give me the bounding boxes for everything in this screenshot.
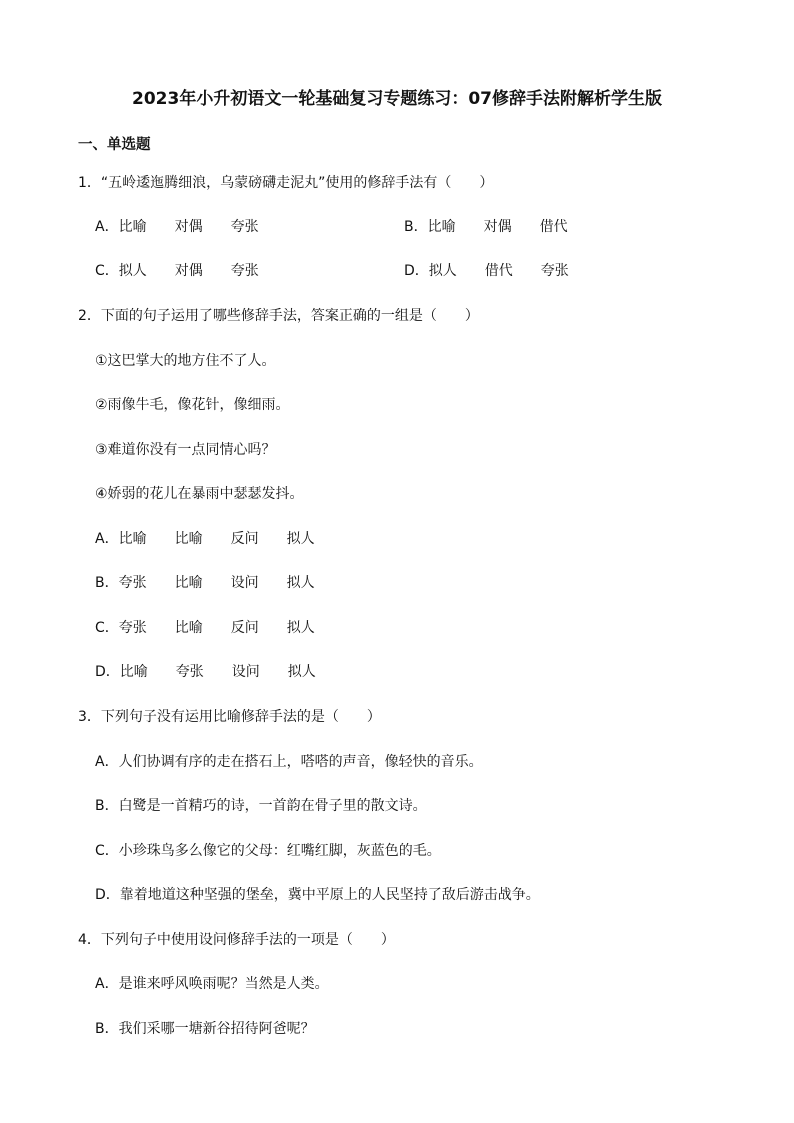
question-1-option-c: C．拟人 对偶 夸张	[95, 263, 259, 279]
question-2-option-c: C．夸张 比喻 反问 拟人	[95, 620, 315, 636]
question-2-option-d: D．比喻 夸张 设问 拟人	[95, 664, 316, 680]
section-heading: 一、单选题	[78, 137, 151, 153]
question-1-option-d: D．拟人 借代 夸张	[404, 263, 569, 279]
question-2-stem: 2．下面的句子运用了哪些修辞手法，答案正确的一组是（ ）	[78, 308, 479, 324]
page-title: 2023年小升初语文一轮基础复习专题练习：07修辞手法附解析学生版	[132, 89, 662, 109]
question-2-sentence-4: ④娇弱的花儿在暴雨中瑟瑟发抖。	[95, 486, 304, 502]
question-3-option-c: C．小珍珠鸟多么像它的父母：红嘴红脚，灰蓝色的毛。	[95, 843, 441, 859]
question-1-stem: 1．“五岭逶迤腾细浪，乌蒙磅礴走泥丸”使用的修辞手法有（ ）	[78, 175, 494, 191]
question-1-option-b: B．比喻 对偶 借代	[404, 219, 568, 235]
question-1-option-a: A．比喻 对偶 夸张	[95, 219, 259, 235]
question-4-stem: 4．下列句子中使用设问修辞手法的一项是（ ）	[78, 932, 395, 948]
question-2-sentence-3: ③难道你没有一点同情心吗？	[95, 442, 276, 458]
question-3-option-b: B．白鹭是一首精巧的诗，一首韵在骨子里的散文诗。	[95, 798, 427, 814]
question-2-option-b: B．夸张 比喻 设问 拟人	[95, 575, 315, 591]
question-4-option-b: B．我们采哪一塘新谷招待阿爸呢？	[95, 1021, 315, 1037]
question-4-option-a: A．是谁来呼风唤雨呢？当然是人类。	[95, 976, 329, 992]
question-3-stem: 3．下列句子没有运用比喻修辞手法的是（ ）	[78, 709, 381, 725]
question-2-option-a: A．比喻 比喻 反问 拟人	[95, 531, 315, 547]
question-3-option-d: D．靠着地道这种坚强的堡垒，冀中平原上的人民坚持了敌后游击战争。	[95, 887, 540, 903]
question-2-sentence-2: ②雨像牛毛，像花针，像细雨。	[95, 397, 290, 413]
question-2-sentence-1: ①这巴掌大的地方住不了人。	[95, 353, 276, 369]
question-3-option-a: A．人们协调有序的走在搭石上，嗒嗒的声音，像轻快的音乐。	[95, 754, 483, 770]
